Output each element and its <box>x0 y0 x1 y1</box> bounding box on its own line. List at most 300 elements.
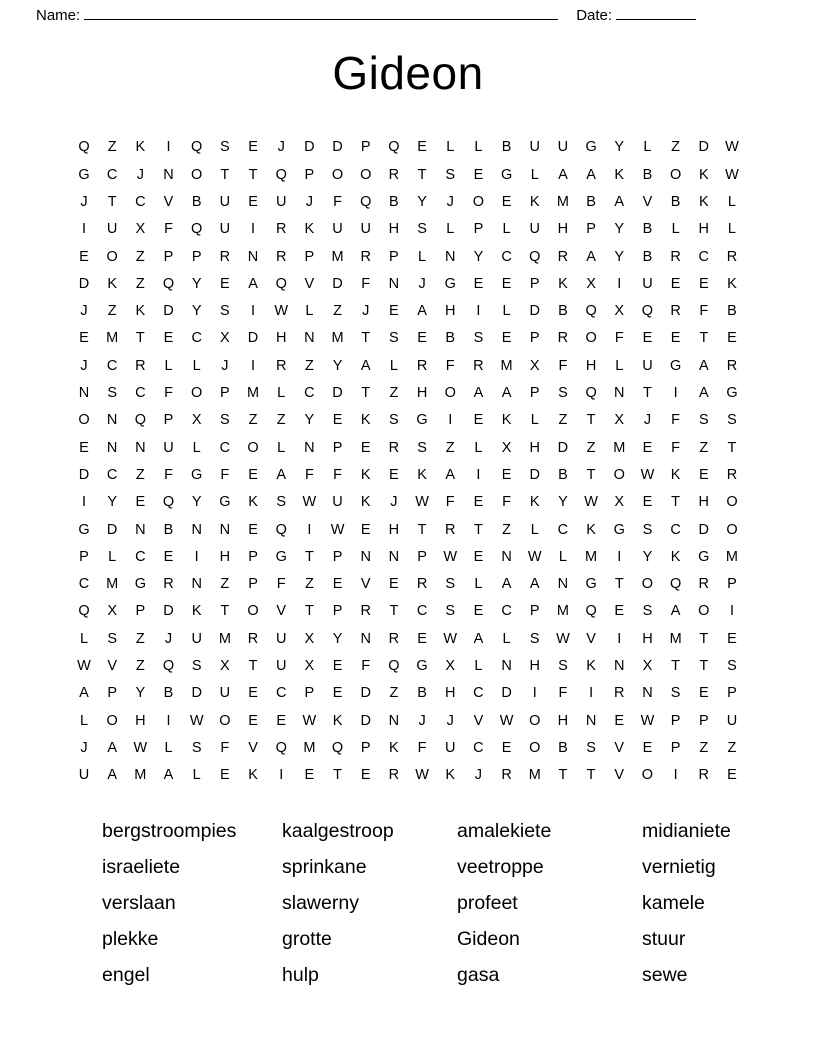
grid-cell[interactable]: O <box>641 576 654 593</box>
grid-cell[interactable]: B <box>642 248 653 265</box>
grid-cell[interactable]: P <box>389 248 399 265</box>
grid-cell[interactable]: L <box>671 221 680 238</box>
grid-cell[interactable]: K <box>529 193 540 210</box>
grid-cell[interactable]: I <box>617 630 622 647</box>
grid-cell[interactable]: R <box>501 767 512 784</box>
grid-cell[interactable]: Z <box>389 385 399 402</box>
grid-cell[interactable]: P <box>332 439 343 456</box>
grid-cell[interactable]: L <box>502 221 511 238</box>
grid-cell[interactable]: T <box>614 576 624 593</box>
grid-cell[interactable]: S <box>220 303 230 320</box>
grid-cell[interactable]: S <box>727 412 737 429</box>
grid-cell[interactable]: O <box>219 712 231 729</box>
grid-cell[interactable]: H <box>698 494 710 511</box>
grid-cell[interactable]: L <box>164 739 173 756</box>
word-list-item[interactable]: bergstroompies <box>102 820 237 843</box>
grid-cell[interactable]: K <box>248 767 258 784</box>
grid-cell[interactable]: O <box>698 603 710 620</box>
grid-cell[interactable]: X <box>220 658 230 675</box>
grid-cell[interactable]: R <box>670 248 681 265</box>
grid-cell[interactable]: L <box>474 439 483 456</box>
grid-cell[interactable]: L <box>727 221 736 238</box>
grid-cell[interactable]: Z <box>304 576 314 593</box>
grid-cell[interactable]: V <box>642 193 653 210</box>
grid-cell[interactable]: N <box>585 712 597 729</box>
grid-cell[interactable]: K <box>107 275 117 292</box>
grid-cell[interactable]: Z <box>248 412 258 429</box>
grid-cell[interactable]: N <box>163 166 174 183</box>
grid-cell[interactable]: Z <box>107 139 117 156</box>
grid-cell[interactable]: D <box>163 303 174 320</box>
grid-cell[interactable]: P <box>332 548 343 565</box>
grid-cell[interactable]: D <box>529 466 540 483</box>
grid-cell[interactable]: R <box>726 357 738 374</box>
word-list-item[interactable]: sprinkane <box>282 856 367 879</box>
grid-cell[interactable]: I <box>673 767 678 784</box>
grid-cell[interactable]: Z <box>135 466 145 483</box>
grid-cell[interactable]: P <box>670 739 681 756</box>
grid-cell[interactable]: F <box>333 193 342 210</box>
grid-cell[interactable]: N <box>642 685 653 702</box>
grid-cell[interactable]: O <box>529 712 541 729</box>
grid-cell[interactable]: I <box>617 548 622 565</box>
grid-cell[interactable]: T <box>699 330 709 347</box>
grid-cell[interactable]: Y <box>614 139 625 156</box>
grid-cell[interactable]: C <box>416 603 428 620</box>
grid-cell[interactable]: N <box>360 630 371 647</box>
grid-cell[interactable]: Z <box>135 275 145 292</box>
grid-cell[interactable]: J <box>446 712 454 729</box>
grid-cell[interactable]: T <box>586 412 596 429</box>
grid-cell[interactable]: R <box>219 248 231 265</box>
grid-cell[interactable]: Q <box>360 193 372 210</box>
grid-cell[interactable]: E <box>417 139 427 156</box>
grid-cell[interactable]: K <box>417 466 427 483</box>
grid-cell[interactable]: J <box>136 166 144 183</box>
grid-cell[interactable]: C <box>106 166 118 183</box>
grid-cell[interactable]: U <box>78 767 90 784</box>
grid-cell[interactable]: G <box>416 412 428 429</box>
grid-cell[interactable]: Q <box>275 275 287 292</box>
grid-cell[interactable]: H <box>388 221 400 238</box>
word-list-item[interactable]: profeet <box>457 892 518 915</box>
grid-cell[interactable]: K <box>135 139 146 156</box>
grid-cell[interactable]: W <box>274 303 289 320</box>
grid-cell[interactable]: F <box>333 466 342 483</box>
grid-cell[interactable]: E <box>163 330 174 347</box>
grid-cell[interactable]: X <box>445 658 456 675</box>
grid-cell[interactable]: E <box>304 767 315 784</box>
grid-cell[interactable]: U <box>275 630 287 647</box>
grid-cell[interactable]: N <box>388 712 400 729</box>
grid-cell[interactable]: S <box>107 385 117 402</box>
grid-cell[interactable]: C <box>501 248 512 265</box>
grid-cell[interactable]: N <box>444 248 456 265</box>
grid-cell[interactable]: Z <box>304 357 314 374</box>
grid-cell[interactable]: W <box>415 494 429 511</box>
grid-cell[interactable]: E <box>389 466 399 483</box>
grid-cell[interactable]: V <box>586 630 596 647</box>
grid-cell[interactable]: F <box>445 494 455 511</box>
grid-cell[interactable]: P <box>163 248 174 265</box>
grid-cell[interactable]: W <box>725 139 739 156</box>
grid-cell[interactable]: L <box>530 166 539 183</box>
word-list-item[interactable]: kamele <box>642 892 705 915</box>
word-list-item[interactable]: hulp <box>282 964 319 987</box>
grid-cell[interactable]: E <box>642 439 653 456</box>
grid-cell[interactable]: I <box>448 412 453 429</box>
grid-cell[interactable]: A <box>473 630 484 647</box>
date-input-line[interactable] <box>616 6 696 20</box>
grid-cell[interactable]: P <box>191 248 202 265</box>
grid-cell[interactable]: M <box>134 767 147 784</box>
grid-cell[interactable]: N <box>360 548 371 565</box>
grid-cell[interactable]: D <box>557 439 569 456</box>
grid-cell[interactable]: E <box>670 330 681 347</box>
grid-cell[interactable]: A <box>163 767 174 784</box>
grid-cell[interactable]: X <box>107 603 117 620</box>
grid-cell[interactable]: I <box>166 139 171 156</box>
grid-cell[interactable]: T <box>389 603 399 620</box>
grid-cell[interactable]: Z <box>135 630 145 647</box>
grid-cell[interactable]: E <box>220 767 230 784</box>
grid-cell[interactable]: R <box>360 248 371 265</box>
grid-cell[interactable]: G <box>726 385 738 402</box>
grid-cell[interactable]: L <box>277 439 286 456</box>
grid-cell[interactable]: O <box>191 166 203 183</box>
grid-cell[interactable]: A <box>417 303 427 320</box>
grid-cell[interactable]: F <box>276 576 286 593</box>
grid-cell[interactable]: K <box>501 412 512 429</box>
grid-cell[interactable]: T <box>671 494 681 511</box>
grid-cell[interactable]: W <box>189 712 204 729</box>
grid-cell[interactable]: E <box>473 275 484 292</box>
grid-cell[interactable]: H <box>416 385 428 402</box>
grid-cell[interactable]: O <box>106 712 118 729</box>
grid-cell[interactable]: S <box>220 139 230 156</box>
grid-cell[interactable]: P <box>529 385 540 402</box>
grid-cell[interactable]: N <box>78 385 90 402</box>
grid-cell[interactable]: H <box>557 221 569 238</box>
grid-cell[interactable]: M <box>528 767 541 784</box>
grid-cell[interactable]: T <box>361 330 371 347</box>
grid-cell[interactable]: O <box>360 166 372 183</box>
grid-cell[interactable]: D <box>529 303 540 320</box>
grid-cell[interactable]: N <box>135 439 146 456</box>
grid-cell[interactable]: S <box>445 576 456 593</box>
grid-cell[interactable]: R <box>698 767 710 784</box>
grid-cell[interactable]: Z <box>586 439 596 456</box>
grid-cell[interactable]: A <box>698 357 709 374</box>
grid-cell[interactable]: W <box>527 548 542 565</box>
grid-cell[interactable]: G <box>585 139 597 156</box>
grid-cell[interactable]: A <box>558 166 568 183</box>
grid-cell[interactable]: T <box>248 166 258 183</box>
grid-cell[interactable]: R <box>614 685 625 702</box>
grid-cell[interactable]: Y <box>614 248 625 265</box>
grid-cell[interactable]: E <box>248 685 258 702</box>
grid-cell[interactable]: W <box>443 630 458 647</box>
grid-cell[interactable]: H <box>585 357 597 374</box>
grid-cell[interactable]: W <box>499 712 514 729</box>
grid-cell[interactable]: R <box>360 603 371 620</box>
grid-cell[interactable]: F <box>614 330 624 347</box>
grid-cell[interactable]: E <box>698 685 709 702</box>
grid-cell[interactable]: J <box>643 412 652 429</box>
grid-cell[interactable]: R <box>388 439 400 456</box>
grid-cell[interactable]: U <box>642 357 653 374</box>
grid-cell[interactable]: B <box>642 221 653 238</box>
grid-cell[interactable]: B <box>727 303 737 320</box>
grid-cell[interactable]: Y <box>417 193 427 210</box>
grid-cell[interactable]: P <box>163 412 174 429</box>
grid-cell[interactable]: T <box>417 166 427 183</box>
grid-cell[interactable]: B <box>191 193 202 210</box>
grid-cell[interactable]: N <box>304 439 315 456</box>
grid-cell[interactable]: R <box>726 466 738 483</box>
grid-cell[interactable]: E <box>473 494 484 511</box>
grid-cell[interactable]: H <box>219 548 231 565</box>
grid-cell[interactable]: N <box>388 548 400 565</box>
grid-cell[interactable]: Z <box>389 685 399 702</box>
grid-cell[interactable]: C <box>501 603 512 620</box>
grid-cell[interactable]: E <box>389 576 399 593</box>
grid-cell[interactable]: L <box>192 767 201 784</box>
grid-cell[interactable]: N <box>304 330 315 347</box>
grid-cell[interactable]: V <box>473 712 484 729</box>
grid-cell[interactable]: R <box>388 166 400 183</box>
grid-cell[interactable]: J <box>80 193 88 210</box>
grid-cell[interactable]: S <box>642 521 653 538</box>
grid-cell[interactable]: P <box>332 603 343 620</box>
grid-cell[interactable]: Y <box>135 685 146 702</box>
grid-cell[interactable]: E <box>473 412 484 429</box>
grid-cell[interactable]: E <box>501 193 512 210</box>
grid-cell[interactable]: J <box>446 193 454 210</box>
grid-cell[interactable]: B <box>389 193 399 210</box>
grid-cell[interactable]: P <box>529 330 540 347</box>
grid-cell[interactable]: L <box>305 303 314 320</box>
grid-cell[interactable]: Q <box>585 603 597 620</box>
grid-cell[interactable]: D <box>332 275 343 292</box>
grid-cell[interactable]: K <box>727 275 737 292</box>
grid-cell[interactable]: Q <box>162 275 175 292</box>
grid-cell[interactable]: P <box>135 603 146 620</box>
grid-cell[interactable]: T <box>643 385 652 402</box>
grid-cell[interactable]: P <box>698 712 709 729</box>
grid-cell[interactable]: F <box>671 439 681 456</box>
grid-cell[interactable]: O <box>529 739 541 756</box>
grid-cell[interactable]: D <box>501 685 512 702</box>
grid-cell[interactable]: Y <box>473 248 484 265</box>
grid-cell[interactable]: P <box>670 712 681 729</box>
grid-cell[interactable]: J <box>418 712 426 729</box>
grid-cell[interactable]: A <box>614 193 625 210</box>
grid-cell[interactable]: I <box>166 712 171 729</box>
grid-cell[interactable]: G <box>613 521 625 538</box>
grid-cell[interactable]: T <box>248 658 258 675</box>
grid-cell[interactable]: O <box>191 385 203 402</box>
grid-cell[interactable]: E <box>332 685 343 702</box>
grid-cell[interactable]: S <box>473 330 484 347</box>
grid-cell[interactable]: E <box>642 330 653 347</box>
grid-cell[interactable]: U <box>275 193 287 210</box>
grid-cell[interactable]: Z <box>699 439 709 456</box>
grid-cell[interactable]: L <box>192 439 201 456</box>
grid-cell[interactable]: F <box>445 357 455 374</box>
grid-cell[interactable]: J <box>305 193 313 210</box>
grid-cell[interactable]: E <box>727 630 737 647</box>
grid-cell[interactable]: W <box>725 166 739 183</box>
grid-cell[interactable]: E <box>79 330 89 347</box>
grid-cell[interactable]: O <box>726 521 738 538</box>
grid-cell[interactable]: Z <box>671 139 681 156</box>
grid-cell[interactable]: N <box>106 439 118 456</box>
grid-cell[interactable]: T <box>727 439 737 456</box>
grid-cell[interactable]: R <box>726 248 738 265</box>
word-list-item[interactable]: kaalgestroop <box>282 820 394 843</box>
grid-cell[interactable]: M <box>106 576 119 593</box>
grid-cell[interactable]: P <box>107 685 117 702</box>
grid-cell[interactable]: A <box>79 685 89 702</box>
grid-cell[interactable]: P <box>304 248 315 265</box>
grid-cell[interactable]: P <box>586 221 596 238</box>
grid-cell[interactable]: M <box>725 548 738 565</box>
grid-cell[interactable]: Z <box>220 576 230 593</box>
grid-cell[interactable]: A <box>698 385 709 402</box>
grid-cell[interactable]: S <box>417 221 427 238</box>
grid-cell[interactable]: R <box>247 630 259 647</box>
grid-cell[interactable]: K <box>698 193 709 210</box>
grid-cell[interactable]: C <box>135 385 146 402</box>
grid-cell[interactable]: A <box>360 357 371 374</box>
grid-cell[interactable]: B <box>642 166 653 183</box>
grid-cell[interactable]: T <box>220 166 230 183</box>
grid-cell[interactable]: I <box>589 685 594 702</box>
grid-cell[interactable]: I <box>673 385 678 402</box>
word-list-item[interactable]: gasa <box>457 964 500 987</box>
grid-cell[interactable]: K <box>304 221 315 238</box>
grid-cell[interactable]: L <box>79 712 89 729</box>
grid-cell[interactable]: R <box>557 330 569 347</box>
grid-cell[interactable]: D <box>360 685 371 702</box>
grid-cell[interactable]: K <box>191 603 202 620</box>
grid-cell[interactable]: Z <box>135 248 145 265</box>
grid-cell[interactable]: B <box>445 330 456 347</box>
grid-cell[interactable]: Y <box>107 494 117 511</box>
grid-cell[interactable]: L <box>446 221 455 238</box>
grid-cell[interactable]: H <box>275 330 287 347</box>
grid-cell[interactable]: C <box>670 521 681 538</box>
grid-cell[interactable]: L <box>502 303 511 320</box>
grid-cell[interactable]: V <box>614 739 625 756</box>
name-input-line[interactable] <box>84 6 558 20</box>
grid-cell[interactable]: H <box>529 658 540 675</box>
grid-cell[interactable]: F <box>558 357 568 374</box>
grid-cell[interactable]: K <box>698 166 709 183</box>
grid-cell[interactable]: D <box>163 603 174 620</box>
grid-cell[interactable]: G <box>191 466 203 483</box>
grid-cell[interactable]: Q <box>78 603 90 620</box>
grid-cell[interactable]: E <box>642 494 653 511</box>
grid-cell[interactable]: S <box>642 603 653 620</box>
grid-cell[interactable]: F <box>417 739 427 756</box>
grid-cell[interactable]: N <box>191 521 202 538</box>
grid-cell[interactable]: N <box>501 658 512 675</box>
grid-cell[interactable]: Y <box>558 494 568 511</box>
grid-cell[interactable]: I <box>81 221 87 238</box>
grid-cell[interactable]: I <box>279 767 284 784</box>
word-list-item[interactable]: Gideon <box>457 928 520 951</box>
grid-cell[interactable]: K <box>135 303 146 320</box>
grid-cell[interactable]: L <box>558 548 567 565</box>
grid-cell[interactable]: C <box>473 685 484 702</box>
grid-cell[interactable]: F <box>361 658 371 675</box>
grid-cell[interactable]: Y <box>191 494 202 511</box>
grid-cell[interactable]: N <box>557 576 569 593</box>
grid-cell[interactable]: L <box>474 576 483 593</box>
grid-cell[interactable]: S <box>558 385 568 402</box>
grid-cell[interactable]: E <box>473 548 484 565</box>
grid-cell[interactable]: J <box>418 275 426 292</box>
grid-cell[interactable]: E <box>501 739 512 756</box>
grid-cell[interactable]: Q <box>191 221 203 238</box>
grid-cell[interactable]: R <box>473 357 484 374</box>
grid-cell[interactable]: P <box>360 139 371 156</box>
word-list-item[interactable]: israeliete <box>102 856 181 879</box>
grid-cell[interactable]: S <box>727 658 737 675</box>
grid-cell[interactable]: V <box>304 275 315 292</box>
grid-cell[interactable]: D <box>698 521 710 538</box>
grid-cell[interactable]: M <box>303 739 316 756</box>
grid-cell[interactable]: Z <box>502 521 511 538</box>
grid-cell[interactable]: W <box>302 712 317 729</box>
grid-cell[interactable]: C <box>106 357 118 374</box>
grid-cell[interactable]: N <box>247 248 259 265</box>
grid-cell[interactable]: V <box>248 739 258 756</box>
grid-cell[interactable]: U <box>332 221 343 238</box>
grid-cell[interactable]: V <box>614 767 625 784</box>
grid-cell[interactable]: N <box>388 275 400 292</box>
grid-cell[interactable]: R <box>275 221 287 238</box>
grid-cell[interactable]: J <box>277 139 285 156</box>
grid-cell[interactable]: J <box>80 357 88 374</box>
grid-cell[interactable]: L <box>502 630 511 647</box>
grid-cell[interactable]: N <box>191 576 202 593</box>
grid-cell[interactable]: Y <box>332 630 343 647</box>
grid-cell[interactable]: Q <box>388 139 400 156</box>
grid-cell[interactable]: N <box>106 412 118 429</box>
grid-cell[interactable]: B <box>670 193 681 210</box>
grid-cell[interactable]: F <box>699 303 709 320</box>
grid-cell[interactable]: K <box>332 712 343 729</box>
grid-cell[interactable]: A <box>248 275 258 292</box>
grid-cell[interactable]: W <box>133 739 148 756</box>
grid-cell[interactable]: Q <box>275 521 287 538</box>
grid-cell[interactable]: Z <box>558 412 568 429</box>
grid-cell[interactable]: E <box>276 712 287 729</box>
grid-cell[interactable]: M <box>500 357 513 374</box>
grid-cell[interactable]: C <box>78 576 90 593</box>
grid-cell[interactable]: E <box>727 330 737 347</box>
grid-cell[interactable]: X <box>304 630 315 647</box>
grid-cell[interactable]: R <box>557 248 569 265</box>
grid-cell[interactable]: O <box>585 330 597 347</box>
grid-cell[interactable]: G <box>669 357 682 374</box>
grid-cell[interactable]: O <box>444 385 456 402</box>
grid-cell[interactable]: A <box>445 466 456 483</box>
grid-cell[interactable]: I <box>81 494 87 511</box>
